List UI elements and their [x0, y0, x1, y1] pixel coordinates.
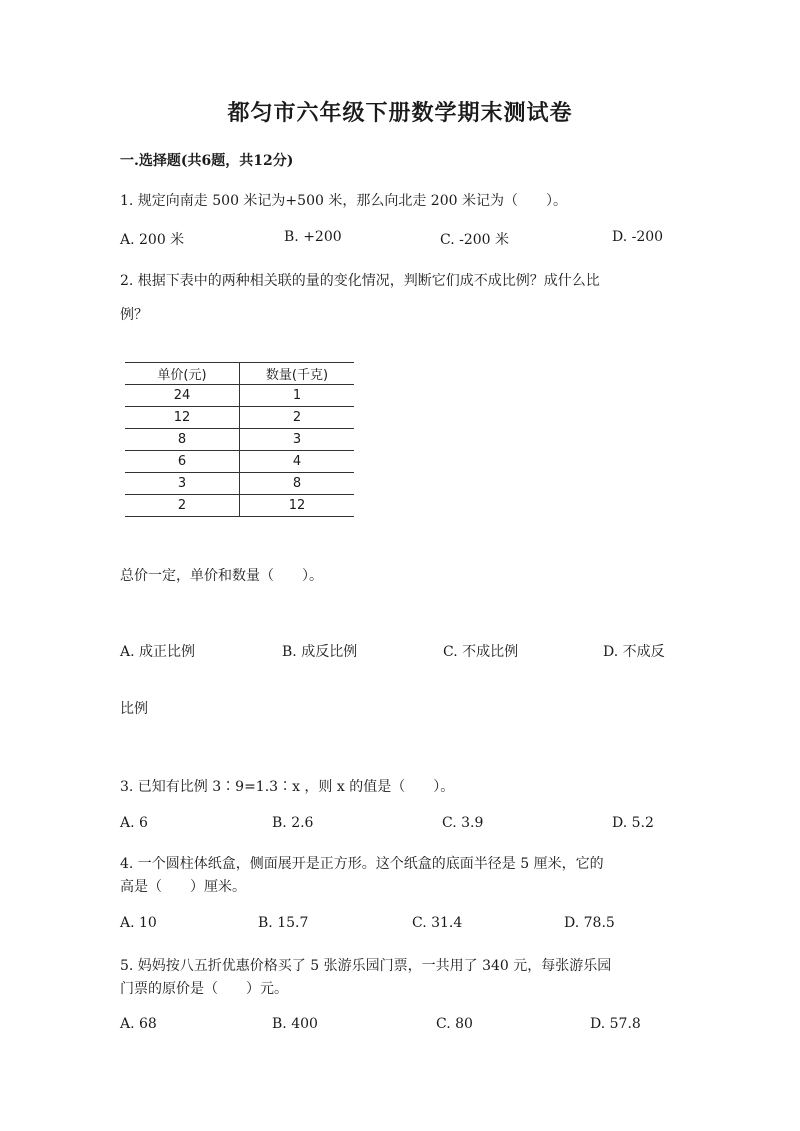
q3-option-d[interactable]: D. 5.2 — [612, 815, 654, 831]
q4-option-c[interactable]: C. 31.4 — [412, 915, 463, 931]
cell-unit-price: 3 — [125, 473, 240, 495]
cell-quantity: 2 — [240, 407, 355, 429]
cell-quantity: 4 — [240, 451, 355, 473]
q1-option-a[interactable]: A. 200 米 — [120, 232, 185, 248]
q4-option-d[interactable]: D. 78.5 — [564, 915, 615, 931]
question-2-text-line2: 例？ — [120, 307, 148, 323]
page-title: 都匀市六年级下册数学期末测试卷 — [227, 100, 573, 126]
cell-quantity: 3 — [240, 429, 355, 451]
cell-quantity: 1 — [240, 385, 355, 407]
table-row — [125, 473, 354, 495]
cell-quantity: 12 — [240, 495, 355, 517]
q5-option-d[interactable]: D. 57.8 — [590, 1016, 641, 1032]
question-1-text: 1. 规定向南走 500 米记为+500 米，那么向北走 200 米记为（ ）。 — [120, 193, 567, 209]
question-3-text: 3. 已知有比例 3∶9=1.3∶x ，则 x 的值是（ ）。 — [120, 779, 455, 795]
table-header-row — [125, 363, 354, 385]
q5-option-b[interactable]: B. 400 — [272, 1016, 318, 1032]
q2-option-c[interactable]: C. 不成比例 — [443, 644, 519, 660]
question-2-stem: 总价一定，单价和数量（ ）。 — [120, 568, 323, 584]
table-row — [125, 429, 354, 451]
question-4-text-line1: 4. 一个圆柱体纸盒，侧面展开是正方形。这个纸盒的底面半径是 5 厘米，它的 — [120, 856, 604, 872]
q2-option-b[interactable]: B. 成反比例 — [282, 644, 358, 660]
cell-unit-price: 2 — [125, 495, 240, 517]
q4-option-b[interactable]: B. 15.7 — [258, 915, 309, 931]
q1-option-d[interactable]: D. -200 — [612, 229, 664, 245]
question-4-text-line2: 高是（ ）厘米。 — [120, 879, 246, 895]
section-heading: 一.选择题(共6题，共12分) — [120, 153, 294, 169]
cell-unit-price: 6 — [125, 451, 240, 473]
cell-unit-price: 24 — [125, 385, 240, 407]
question-5-text-line1: 5. 妈妈按八五折优惠价格买了 5 张游乐园门票，一共用了 340 元，每张游乐园 — [120, 958, 612, 974]
q1-option-b[interactable]: B. +200 — [284, 229, 342, 245]
question-2-text-line1: 2. 根据下表中的两种相关联的量的变化情况，判断它们成不成比例？成什么比 — [120, 273, 600, 289]
table-row — [125, 385, 354, 407]
header-quantity: 数量(千克) — [240, 363, 355, 385]
q4-option-a[interactable]: A. 10 — [120, 915, 157, 931]
table-row — [125, 495, 354, 517]
q1-option-c[interactable]: C. -200 米 — [440, 232, 510, 248]
q2-option-a[interactable]: A. 成正比例 — [120, 644, 196, 660]
cell-quantity: 8 — [240, 473, 355, 495]
q2-option-d-wrap: 比例 — [120, 701, 148, 717]
table-row — [125, 407, 354, 429]
q3-option-c[interactable]: C. 3.9 — [442, 815, 484, 831]
q3-option-a[interactable]: A. 6 — [120, 815, 148, 831]
q5-option-c[interactable]: C. 80 — [436, 1016, 473, 1032]
header-unit-price: 单价(元) — [125, 363, 240, 385]
table-row — [125, 451, 354, 473]
cell-unit-price: 8 — [125, 429, 240, 451]
price-quantity-table — [125, 362, 354, 517]
question-5-text-line2: 门票的原价是（ ）元。 — [120, 981, 288, 997]
q5-option-a[interactable]: A. 68 — [120, 1016, 157, 1032]
cell-unit-price: 12 — [125, 407, 240, 429]
q3-option-b[interactable]: B. 2.6 — [272, 815, 314, 831]
q2-option-d[interactable]: D. 不成反 — [603, 644, 665, 660]
